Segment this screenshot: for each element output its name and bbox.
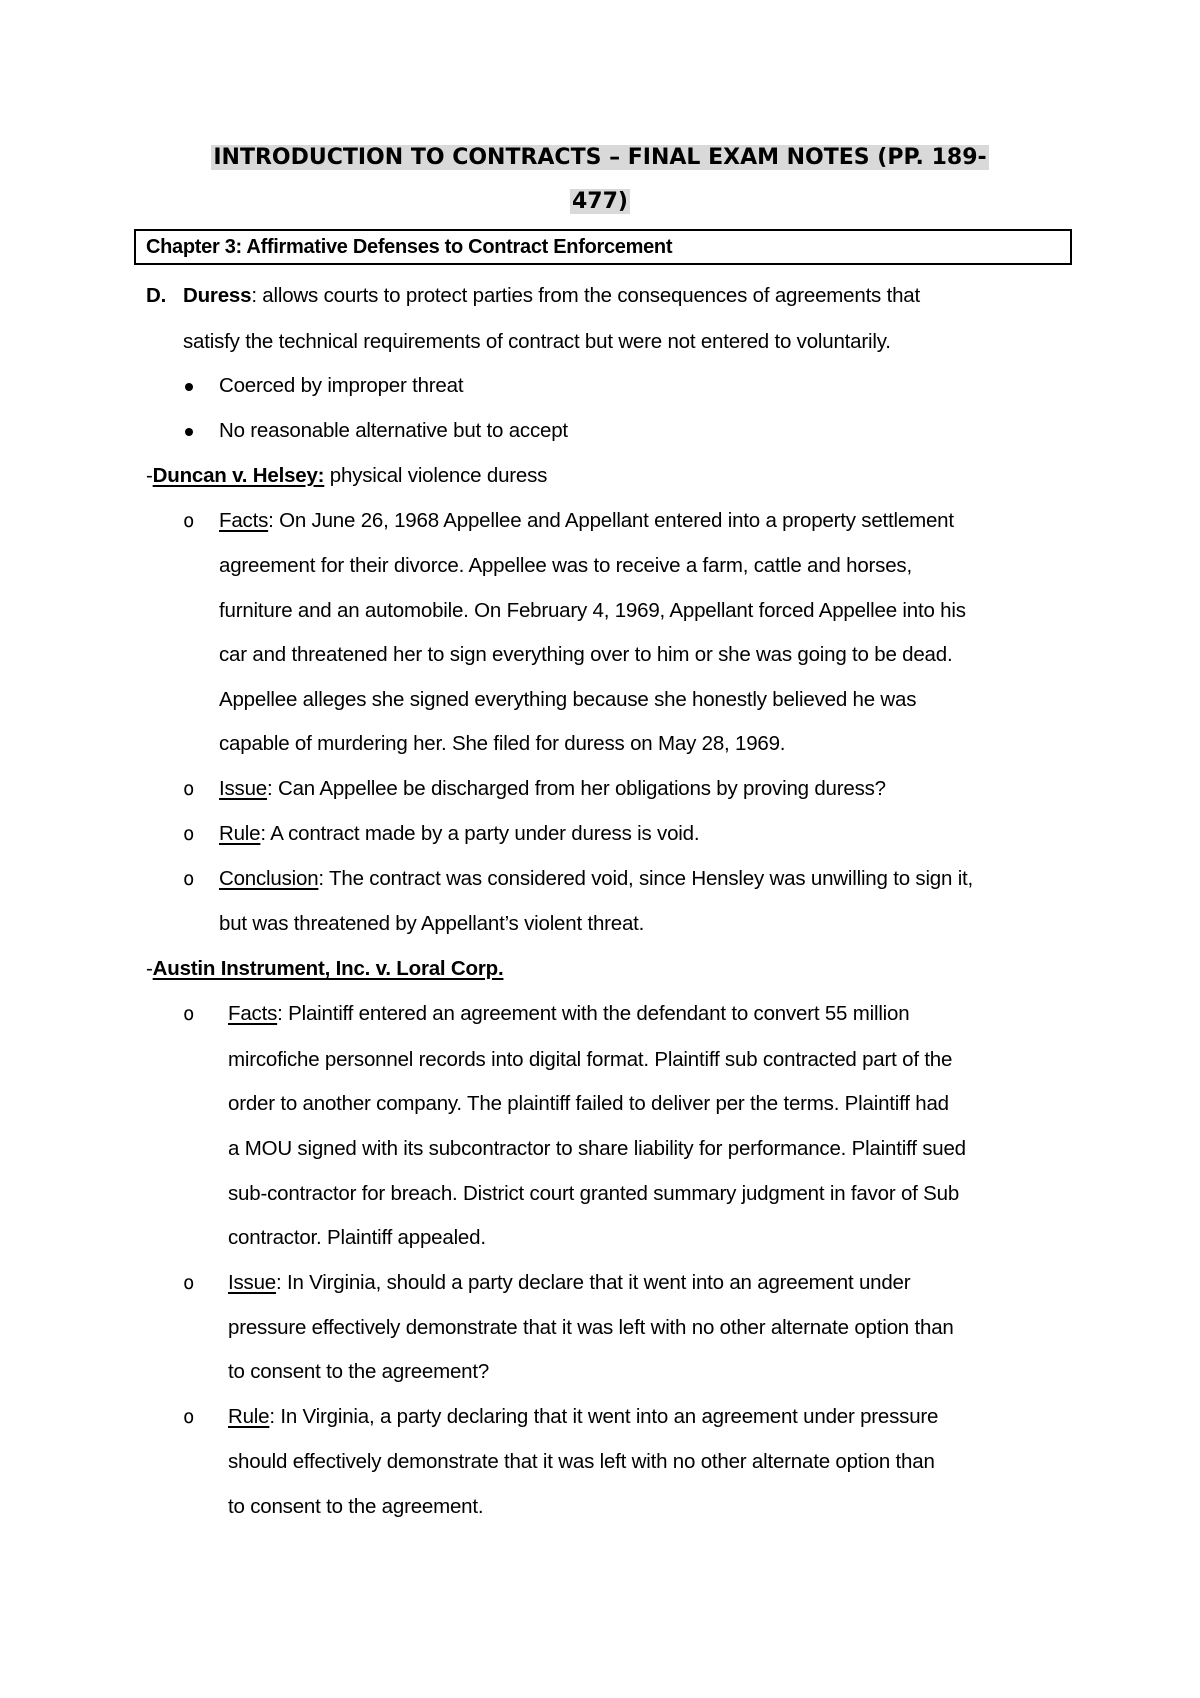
duress-term: Duress <box>183 284 252 307</box>
circle-bullet-icon: o <box>183 1406 195 1428</box>
rule-label: Rule <box>228 1405 270 1428</box>
issue-line: to consent to the agreement? <box>228 1360 490 1383</box>
rule-line: Rule: In Virginia, a party declaring that it went into an agreement under pressure <box>228 1405 939 1428</box>
facts-line: agreement for their divorce. Appellee was to receive a farm, cattle and horses, <box>219 554 912 577</box>
facts-line: Facts: Plaintiff entered an agreement with the defendant to convert 55 million <box>228 1002 910 1025</box>
facts-line: contractor. Plaintiff appealed. <box>228 1226 486 1249</box>
facts-line: car and threatened her to sign everything over to him or she was going to be dead. <box>219 643 953 666</box>
circle-bullet-icon: o <box>183 510 195 532</box>
circle-bullet-icon: o <box>183 823 195 845</box>
doc-title-line-1: INTRODUCTION TO CONTRACTS – FINAL EXAM NOTES (PP. 189- <box>213 145 987 170</box>
case-name: Duncan v. Helsey: <box>152 464 325 487</box>
case-name: Austin Instrument, Inc. v. Loral Corp. <box>152 957 504 980</box>
facts-line: Appellee alleges she signed everything because she honestly believed he was <box>219 688 917 711</box>
rule-line: Rule: A contract made by a party under duress is void. <box>219 822 700 845</box>
facts-line: furniture and an automobile. On February 4, 1969, Appellant forced Appellee into his <box>219 599 966 622</box>
conclusion-label: Conclusion <box>219 867 319 890</box>
circle-bullet-icon: o <box>183 778 195 800</box>
chapter-heading: Chapter 3: Affirmative Defenses to Contract Enforcement <box>134 229 1072 265</box>
duress-definition-line-1: Duress: allows courts to protect parties from the consequences of agreements that <box>183 284 920 307</box>
conclusion-line: Conclusion: The contract was considered void, since Hensley was unwilling to sign it, <box>219 867 974 890</box>
rule-line: should effectively demonstrate that it was left with no other alternate option than <box>228 1450 935 1473</box>
issue-line: pressure effectively demonstrate that it was left with no other alternate option than <box>228 1316 954 1339</box>
issue-line: Issue: In Virginia, should a party declare that it went into an agreement under <box>228 1271 911 1294</box>
case-heading-duncan: -Duncan v. Helsey: physical violence duress <box>146 464 548 487</box>
facts-label: Facts <box>228 1002 278 1025</box>
facts-line: a MOU signed with its subcontractor to share liability for performance. Plaintiff sued <box>228 1137 966 1160</box>
circle-bullet-icon: o <box>183 1003 195 1025</box>
rule-label: Rule <box>219 822 261 845</box>
facts-line: order to another company. The plaintiff failed to deliver per the terms. Plaintiff had <box>228 1092 949 1115</box>
facts-line: mircofiche personnel records into digital format. Plaintiff sub contracted part of the <box>228 1048 953 1071</box>
circle-bullet-icon: o <box>183 1272 195 1294</box>
bullet-icon <box>185 428 193 436</box>
bullet-item: No reasonable alternative but to accept <box>219 419 568 442</box>
issue-label: Issue <box>228 1271 276 1294</box>
facts-line: capable of murdering her. She filed for duress on May 28, 1969. <box>219 732 786 755</box>
bullet-item: Coerced by improper threat <box>219 374 464 397</box>
bullet-icon <box>185 383 193 391</box>
duress-definition-line-2: satisfy the technical requirements of contract but were not entered to voluntarily. <box>183 330 891 353</box>
issue-label: Issue <box>219 777 267 800</box>
facts-line: Facts: On June 26, 1968 Appellee and Appellant entered into a property settlement <box>219 509 954 532</box>
issue-line: Issue: Can Appellee be discharged from her obligations by proving duress? <box>219 777 886 800</box>
case-heading-austin: -Austin Instrument, Inc. v. Loral Corp. <box>146 957 504 980</box>
section-letter: D. <box>146 284 167 307</box>
facts-label: Facts <box>219 509 269 532</box>
conclusion-line: but was threatened by Appellant’s violent threat. <box>219 912 645 935</box>
circle-bullet-icon: o <box>183 868 195 890</box>
facts-line: sub-contractor for breach. District court granted summary judgment in favor of Sub <box>228 1182 960 1205</box>
rule-line: to consent to the agreement. <box>228 1495 484 1518</box>
doc-title-line-2: 477) <box>572 189 628 214</box>
